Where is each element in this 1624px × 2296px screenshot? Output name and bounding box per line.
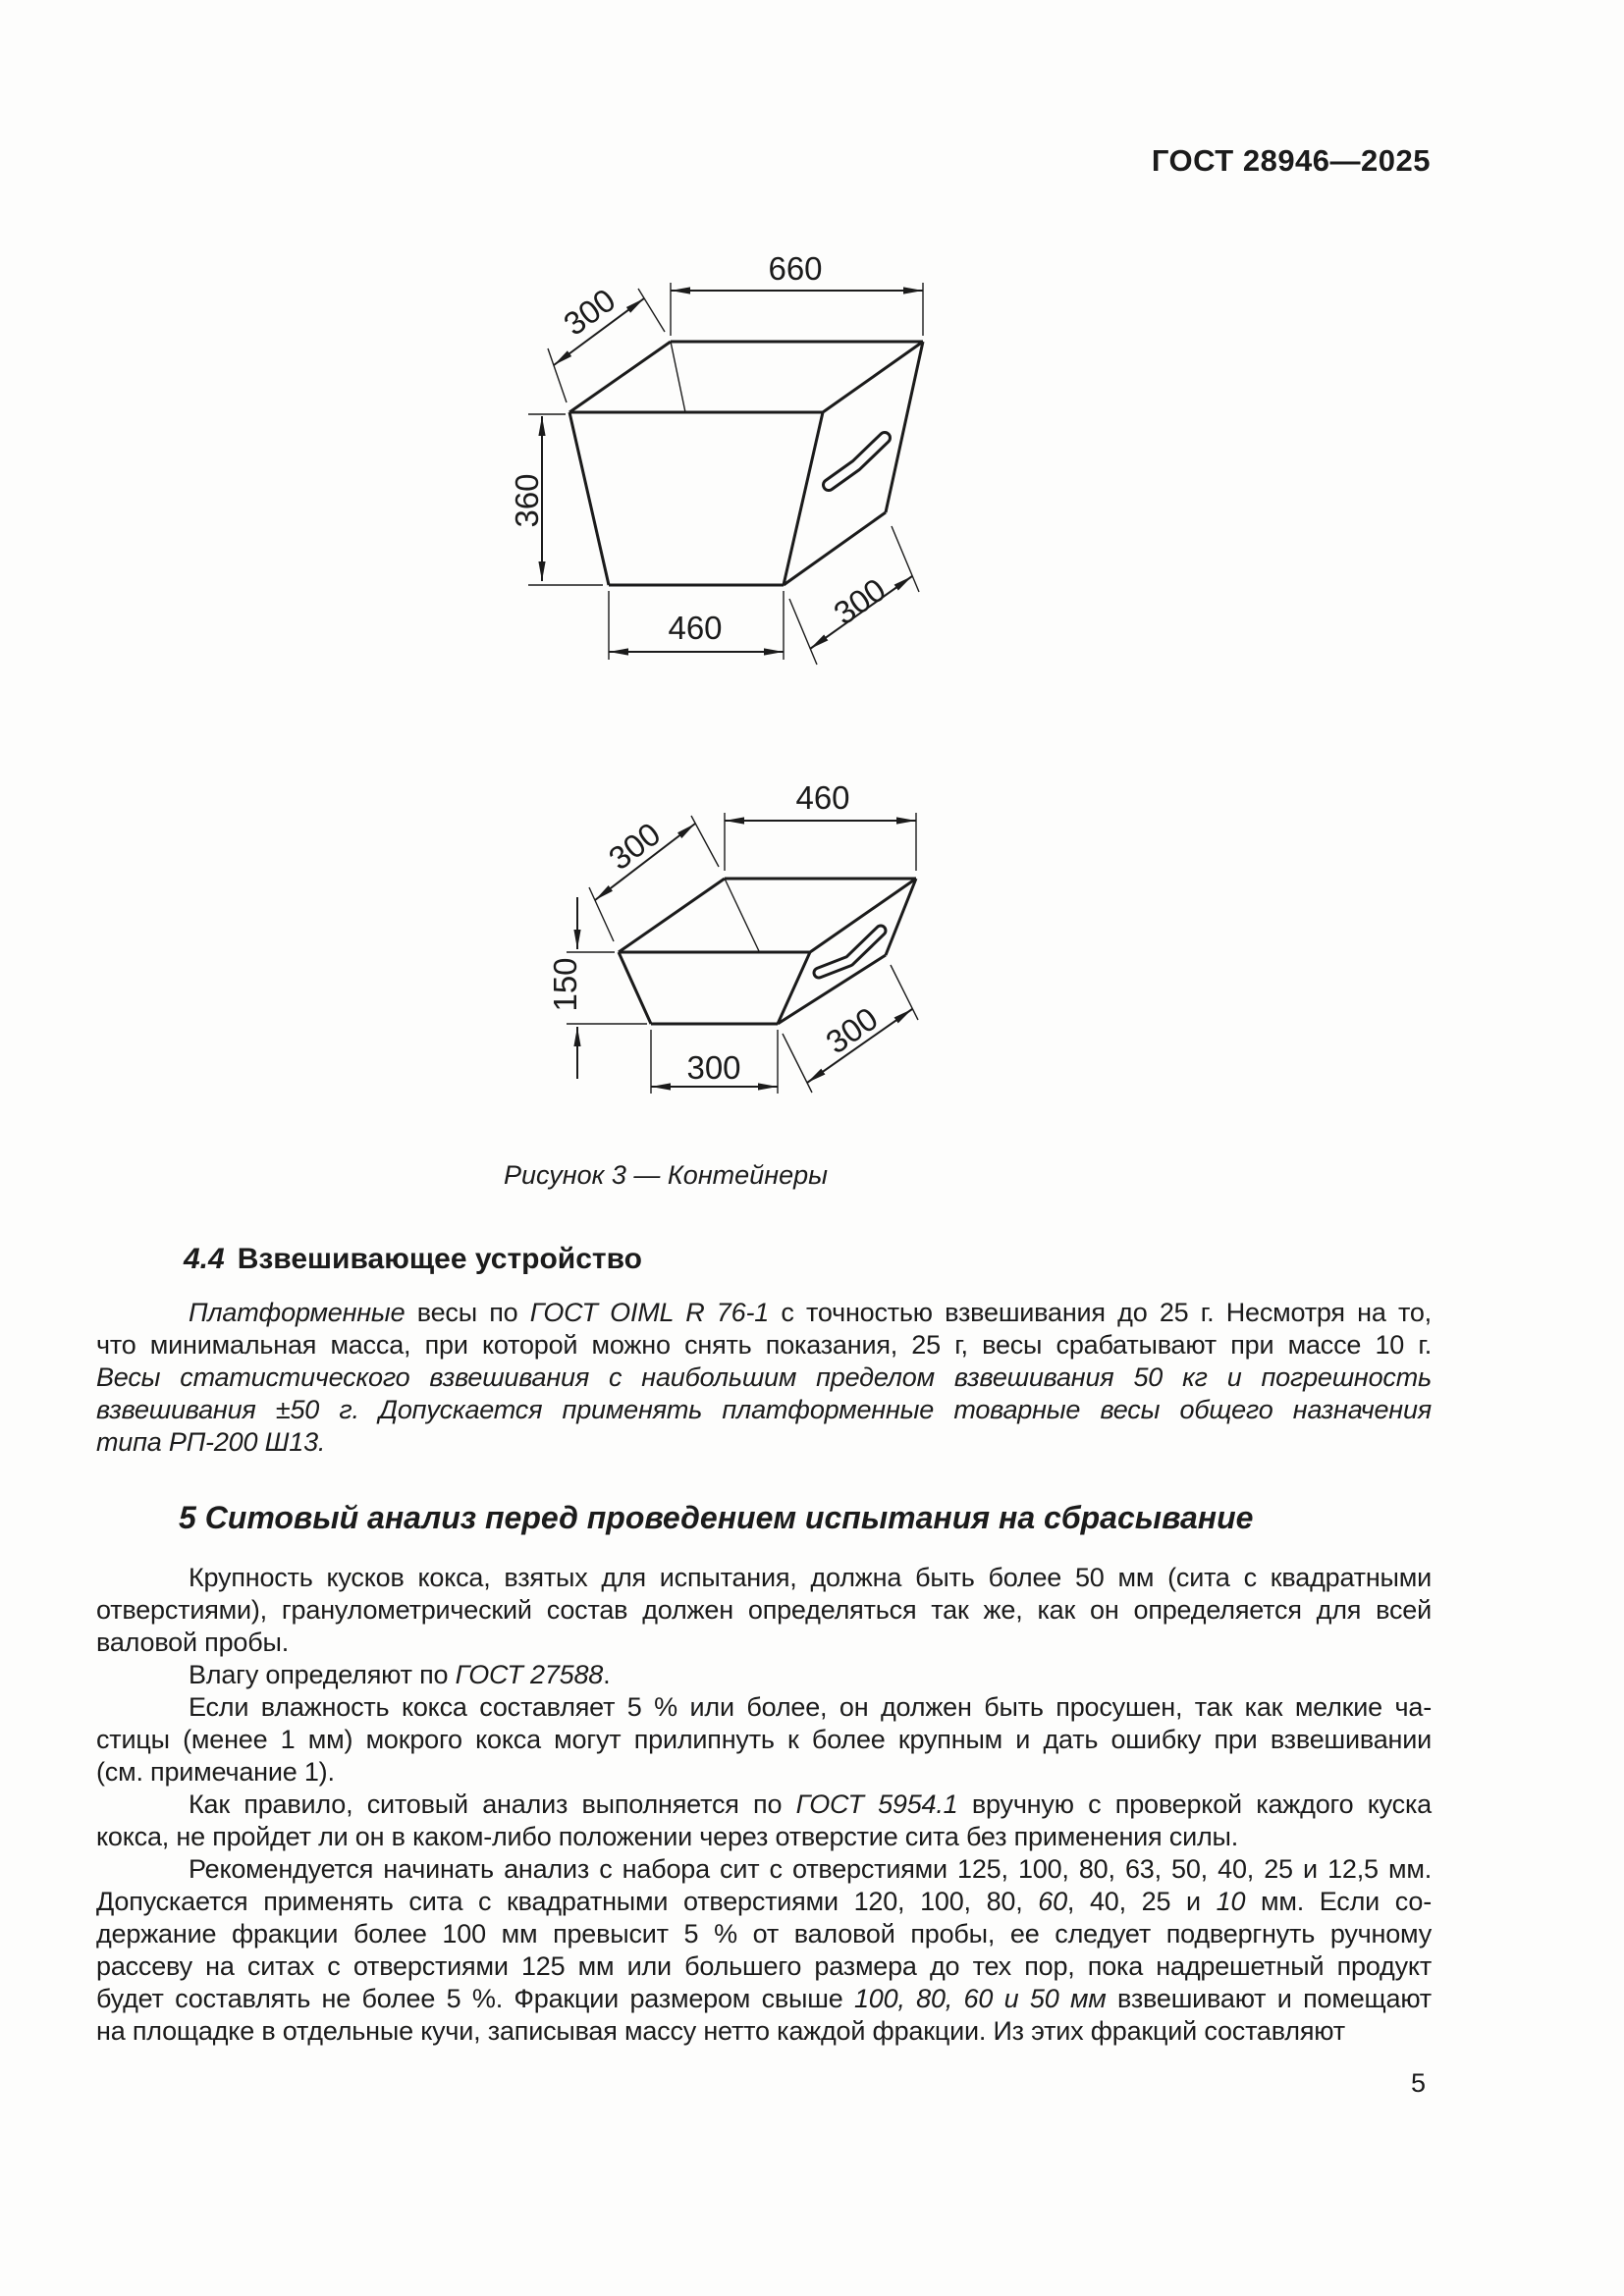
text-run-italic: 10	[1216, 1887, 1246, 1916]
text-line: держание фракции более 100 мм превысит 5 % от валовой пробы, ее следует подвергнуть ручному	[96, 1919, 1432, 1949]
text-run: весы по	[405, 1298, 530, 1327]
text-run: будет составлять не более 5 %. Фракции размером свыше	[96, 1984, 854, 2013]
container-outline	[619, 879, 916, 1024]
text-line	[96, 1659, 1432, 1691]
dim-label-460: 460	[668, 610, 723, 646]
text-run-italic: ГОСТ OIML R 76-1	[529, 1298, 770, 1327]
text-line	[96, 1297, 1432, 1329]
standard-designation: ГОСТ 28946—2025	[1151, 143, 1431, 178]
text-run: , 40, 25 и	[1066, 1887, 1217, 1916]
heading-5: 5 Ситовый анализ перед проведением испытания на сбрасывание	[179, 1500, 1254, 1535]
text-run-italic: 100, 80, 60 и 50 мм	[853, 1984, 1107, 2013]
dim-label-rim-300: 300	[557, 281, 623, 343]
dim-label-660: 660	[768, 250, 823, 287]
dim-label-150: 150	[547, 957, 583, 1012]
text-line: взвешивания ±50 г. Допускается применять платформенные товарные весы общего назначения	[96, 1395, 1432, 1424]
figure-caption: Рисунок 3 — Контейнеры	[504, 1160, 828, 1190]
dim-label-360: 360	[509, 473, 545, 528]
text-run: мм. Если со-	[1245, 1887, 1432, 1916]
page-number: 5	[1411, 2068, 1427, 2098]
text-run: взвешивают и помещают	[1106, 1984, 1432, 2013]
text-line: типа РП-200 Ш13.	[96, 1427, 326, 1457]
handle-slot	[829, 438, 885, 485]
container-outline	[569, 342, 923, 585]
text-line: рассеву на ситах с отверстиями 125 мм или большего размера до тех пор, пока надрешетный продукт	[96, 1951, 1432, 1981]
text-run-italic: ГОСТ 5954.1	[795, 1789, 958, 1819]
text-run: Как правило, ситовый анализ выполняется по	[189, 1789, 796, 1819]
text-line: (см. примечание 1).	[96, 1757, 335, 1787]
dim-top-width	[671, 283, 923, 336]
text-line: валовой пробы.	[96, 1628, 289, 1657]
text-line: Если влажность кокса составляет 5 % или более, он должен быть просушен, так как мелкие ча-	[189, 1692, 1432, 1722]
figure-container-small	[511, 726, 1100, 1139]
paragraph-weighing-device	[96, 1297, 1432, 1459]
dim-labels	[509, 250, 893, 646]
dim-label-460: 460	[795, 779, 850, 816]
dim-label-side-300: 300	[819, 999, 885, 1061]
text-line: на площадке в отдельные кучи, записывая массу нетто каждой фракции. Из этих фракций составляют	[96, 2016, 1345, 2046]
text-line: отверстиями), гранулометрический состав должен определяться так же, как он определяется для всей	[96, 1595, 1432, 1625]
text-run: Допускается применять сита с квадратными отверстиями 120, 100, 80,	[96, 1887, 1039, 1916]
text-run: с точностью взвешивания до 25 г. Несмотря на то,	[769, 1298, 1432, 1327]
dim-label-bottom-300: 300	[686, 1049, 741, 1086]
text-run-italic: 60	[1038, 1887, 1067, 1916]
dim-label-bottom-300: 300	[827, 570, 893, 632]
text-line	[96, 1886, 1432, 1918]
text-line: Крупность кусков кокса, взятых для испытания, должна быть более 50 мм (сита с квадратными	[189, 1563, 1432, 1592]
text-run-italic: ГОСТ 27588	[455, 1660, 604, 1689]
text-line: кокса, не пройдет ли он в каком-либо положении через отверстие сита без применения силы.	[96, 1822, 1239, 1851]
text-line	[96, 1983, 1432, 2015]
handle-slot	[819, 931, 881, 973]
figure-container-large	[471, 216, 1110, 707]
text-run-italic: Платформенные	[189, 1298, 406, 1327]
dim-top-width	[725, 813, 916, 871]
text-line: стицы (менее 1 мм) мокрого кокса могут прилипнуть к более крупным и дать ошибку при взвешивании	[96, 1725, 1432, 1754]
heading-title: Взвешивающее устройство	[237, 1243, 642, 1275]
dim-label-rim-300: 300	[601, 815, 668, 878]
dim-labels	[547, 779, 885, 1086]
text-line	[96, 1789, 1432, 1821]
section-5-body	[96, 1562, 1432, 2048]
inner-edge	[725, 879, 759, 951]
text-run: вручную с проверкой каждого куска	[957, 1789, 1432, 1819]
text-line: Рекомендуется начинать анализ с набора сит с отверстиями 125, 100, 80, 63, 50, 40, 25 и 12,5 мм.	[189, 1854, 1432, 1884]
heading-number: 4.4	[184, 1243, 225, 1275]
text-line: Весы статистического взвешивания с наибольшим пределом взвешивания 50 кг и погрешность	[96, 1362, 1432, 1392]
inner-edge	[671, 342, 685, 412]
text-run: .	[603, 1660, 611, 1689]
text-run: Влагу определяют по	[189, 1660, 456, 1689]
heading-4-4	[184, 1243, 642, 1276]
text-line: что минимальная масса, при которой можно снять показания, 25 г, весы срабатывают при массе 10 г.	[96, 1330, 1432, 1360]
